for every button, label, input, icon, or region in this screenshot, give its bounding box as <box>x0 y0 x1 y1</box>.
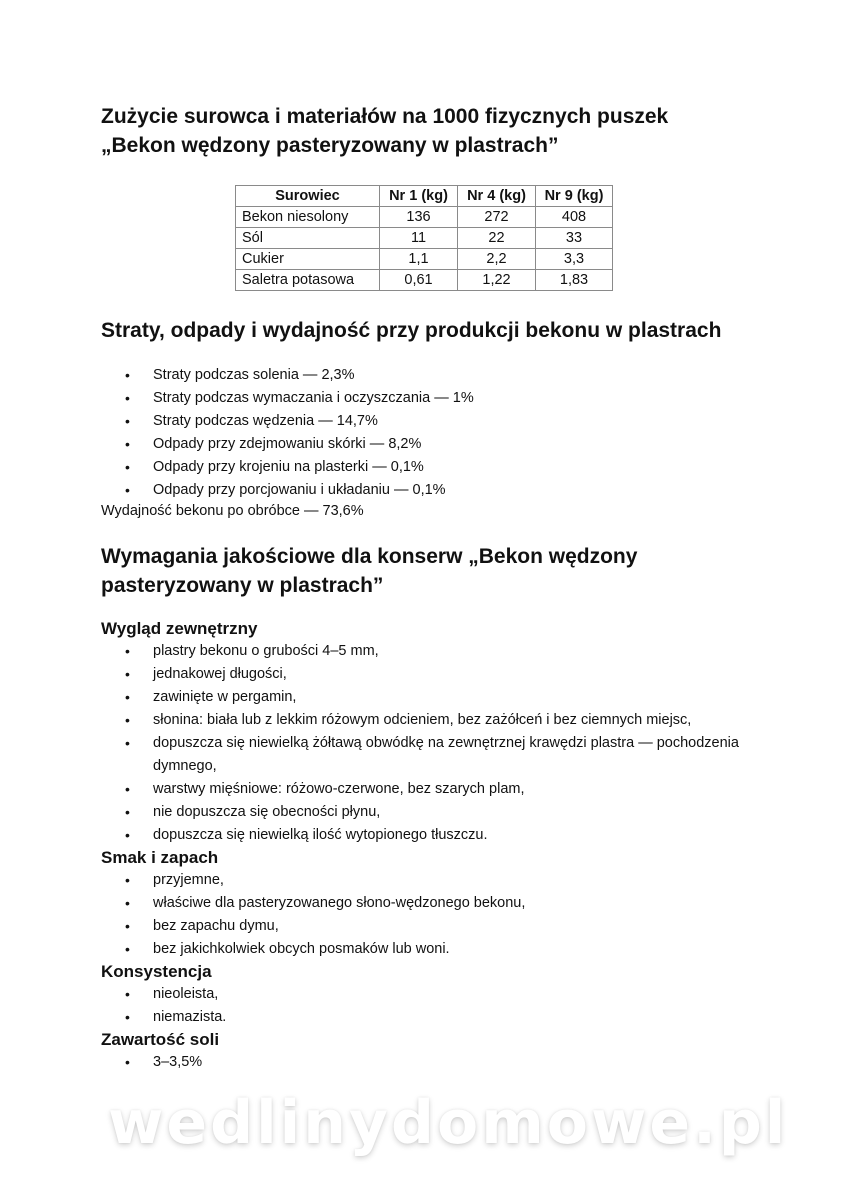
list-item: • zawinięte w pergamin, <box>101 686 741 709</box>
list-item: • Odpady przy zdejmowaniu skórki — 8,2% <box>101 433 761 456</box>
table-header-row <box>236 186 613 207</box>
table-cell: 22 <box>458 228 536 249</box>
table-row <box>236 249 613 270</box>
list-item: • właściwe dla pasteryzowanego słono-wędzonego bekonu, <box>101 892 741 915</box>
subheading-salt-content: Zawartość soli <box>101 1030 220 1049</box>
list-item: • jednakowej długości, <box>101 663 741 686</box>
list-item: • bez zapachu dymu, <box>101 915 741 938</box>
subheading-appearance: Wygląd zewnętrzny <box>101 619 258 638</box>
losses-list <box>101 364 761 502</box>
list-item: • słonina: biała lub z lekkim różowym odcieniem, bez zażółceń i bez ciemnych miejsc, <box>101 709 741 732</box>
yield-text: Wydajność bekonu po obróbce — 73,6% <box>101 503 364 519</box>
quality-requirements <box>101 618 741 1074</box>
section-title-losses: Straty, odpady i wydajność przy produkcji bekonu w plastrach <box>101 319 722 342</box>
list-item: • dopuszcza się niewielką żółtawą obwódkę na zewnętrznej krawędzi plastra — pochodzenia dymnego, <box>101 732 741 778</box>
watermark: wedlinydomowe.pl <box>108 1088 789 1158</box>
appearance-list <box>101 640 741 847</box>
section-title-quality: Wymagania jakościowe dla konserw „Bekon wędzony pasteryzowany w plastrach” <box>101 545 638 597</box>
table-cell: 1,83 <box>536 270 613 291</box>
list-item: • niemazista. <box>101 1006 741 1029</box>
list-item: • nieoleista, <box>101 983 741 1006</box>
table-cell: Sól <box>236 228 380 249</box>
table-row <box>236 270 613 291</box>
list-item: • Straty podczas wymaczania i oczyszczania — 1% <box>101 387 761 410</box>
table-cell: Cukier <box>236 249 380 270</box>
column-header: Surowiec <box>236 186 380 207</box>
materials-table <box>235 185 613 291</box>
table-cell: 136 <box>380 207 458 228</box>
table-cell: Bekon niesolony <box>236 207 380 228</box>
consistency-list <box>101 983 741 1029</box>
subheading-taste-smell: Smak i zapach <box>101 848 219 867</box>
list-item: • 3–3,5% <box>101 1051 741 1074</box>
table-cell: 1,22 <box>458 270 536 291</box>
table-row <box>236 207 613 228</box>
title-line-2: „Bekon wędzony pasteryzowany w plastrach” <box>101 134 559 157</box>
list-item: • Straty podczas solenia — 2,3% <box>101 364 761 387</box>
list-item: • nie dopuszcza się obecności płynu, <box>101 801 741 824</box>
column-header: Nr 9 (kg) <box>536 186 613 207</box>
column-header: Nr 1 (kg) <box>380 186 458 207</box>
salt-content-list <box>101 1051 741 1074</box>
table-cell: 408 <box>536 207 613 228</box>
table-cell: 272 <box>458 207 536 228</box>
subheading-consistency: Konsystencja <box>101 962 212 981</box>
section-title-materials <box>101 102 781 160</box>
list-item: • Odpady przy krojeniu na plasterki — 0,1% <box>101 456 761 479</box>
table-cell: 33 <box>536 228 613 249</box>
column-header: Nr 4 (kg) <box>458 186 536 207</box>
table-cell: 1,1 <box>380 249 458 270</box>
table-cell: 2,2 <box>458 249 536 270</box>
list-item: • plastry bekonu o grubości 4–5 mm, <box>101 640 741 663</box>
list-item: • bez jakichkolwiek obcych posmaków lub woni. <box>101 938 741 961</box>
list-item: • Odpady przy porcjowaniu i układaniu — 0,1% <box>101 479 761 502</box>
title-line-1: Zużycie surowca i materiałów na 1000 fizycznych puszek <box>101 105 669 128</box>
taste-smell-list <box>101 869 741 961</box>
list-item: • dopuszcza się niewielką ilość wytopionego tłuszczu. <box>101 824 741 847</box>
list-item: • warstwy mięśniowe: różowo-czerwone, bez szarych plam, <box>101 778 741 801</box>
table-cell: Saletra potasowa <box>236 270 380 291</box>
table-cell: 0,61 <box>380 270 458 291</box>
table-cell: 11 <box>380 228 458 249</box>
list-item: • przyjemne, <box>101 869 741 892</box>
table-cell: 3,3 <box>536 249 613 270</box>
table-row <box>236 228 613 249</box>
list-item: • Straty podczas wędzenia — 14,7% <box>101 410 761 433</box>
